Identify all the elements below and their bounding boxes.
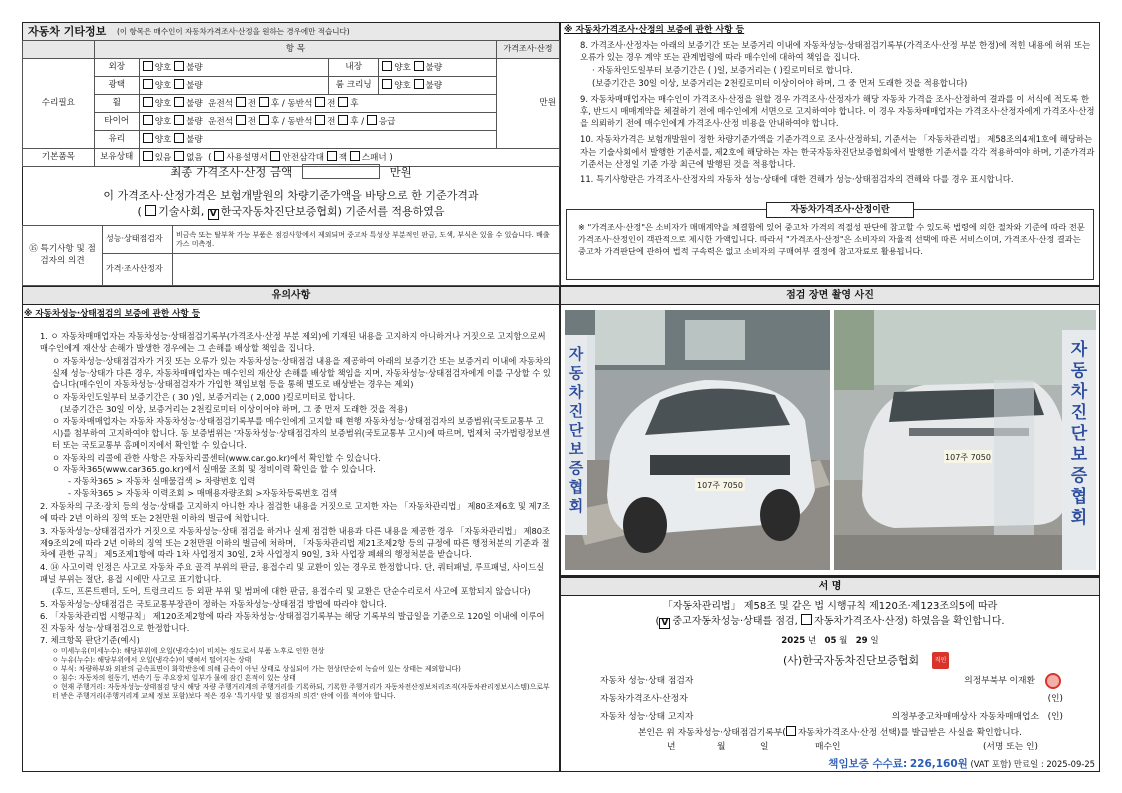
basis-line-2: ( 기술사회, V 한국자동차진단보증협회) 기준서를 적용하였음 bbox=[137, 205, 445, 219]
checkbox[interactable] bbox=[174, 79, 184, 89]
checkbox[interactable] bbox=[315, 115, 325, 125]
repair-needed-label: 수리필요 bbox=[23, 59, 95, 149]
criteria-item: ㅇ 침수: 자동차의 원동기, 변속기 등 주요장치 일부가 물에 잠긴 흔적이 있는 상태 bbox=[52, 674, 296, 683]
rear-passenger-label: 후 / 동반석 bbox=[270, 98, 313, 109]
date-year: 2025 bbox=[781, 636, 806, 646]
notes-subtitle: ※ 자동차성능·상태점검의 보증에 관한 사항 등 bbox=[24, 309, 201, 319]
inspector-value: 의정부북부 이재환 bbox=[964, 676, 1035, 686]
possession-label: 보유상태 bbox=[94, 149, 139, 167]
good-label: 양호 bbox=[154, 80, 172, 91]
front-label: 전 bbox=[247, 98, 257, 109]
rear-label: 후 bbox=[350, 98, 359, 109]
criteria-list bbox=[40, 647, 552, 701]
final-price-label: 최종 가격조사·산정 금액 bbox=[170, 165, 293, 179]
note-item: 3. 자동차성능·상태점검자가 거짓으로 자동차성능·상태 점검을 하거나 실제 점검한 내용과 다른 내용을 제공한 경우 「자동차관리법」 제80조제9조의2에 따라 2년 이하의 징역 또는 2천만원 이하의 벌금에 처하며, 「자동차관리법 제21조제2항 등의 규정에 따른 행정처분의 기준과 절차에 관한 규칙」 제5조제1항에 따라 1차 사업정지 30일, 2차 사업정지 90일, 3차 사업장 폐쇄의 행정처분을 받습니다. bbox=[40, 525, 551, 560]
checkbox[interactable] bbox=[414, 79, 424, 89]
pricer-label: 자동차가격조사·산정자 bbox=[600, 694, 688, 704]
bad-label: 불량 bbox=[186, 134, 203, 145]
checkbox[interactable] bbox=[259, 115, 269, 125]
notifier-label: 자동차 성능·상태 고지자 bbox=[600, 712, 694, 722]
bad-label: 불량 bbox=[425, 62, 443, 73]
checked-checkbox[interactable]: V bbox=[659, 618, 670, 629]
price-definition-title: 자동차가격조사·산정이란 bbox=[766, 202, 914, 218]
checkbox[interactable] bbox=[174, 151, 184, 161]
front-label: 전 bbox=[327, 116, 336, 127]
emergency-label: 응급 bbox=[378, 116, 396, 127]
basis-line-2-end: ) 기준서를 적용하였음 bbox=[337, 205, 445, 218]
year-unit: 년 bbox=[807, 636, 817, 646]
checkbox[interactable] bbox=[259, 97, 269, 107]
driver-seat-label: 운전석 bbox=[208, 116, 234, 127]
checkbox[interactable] bbox=[174, 61, 184, 71]
note-item: (후드, 프론트펜더, 도어, 트렁크리드 등 외판 부위 및 범퍼에 대한 판금, 용접수리 및 교환은 단순수리로서 사고에 포함되지 않습니다) bbox=[52, 586, 531, 597]
photo-front-scene bbox=[565, 310, 830, 570]
paren-open: ( bbox=[655, 616, 660, 627]
driver-seat-label: 운전석 bbox=[208, 98, 234, 109]
note-item: 2. 자동차의 구조·장치 등의 성능·상태를 고지하지 아니한 자나 점검한 내용을 거짓으로 고지한 자는 「자동차관리법」 제80조제6호 및 제7조에 따라 2년 이하의 징역 또는 2천만원 이하의 벌금에 처합니다. bbox=[40, 501, 550, 523]
none-label: 없음 bbox=[186, 152, 203, 163]
tire-label: 타이어 bbox=[94, 113, 139, 131]
checkbox[interactable] bbox=[236, 97, 246, 107]
bad-label: 불량 bbox=[425, 80, 443, 91]
note-item: (보증기간은 30일 이상, 보증거리는 2천킬로미터 이상이어야 하며, 그 중 먼저 도래한 것을 적용) bbox=[60, 404, 408, 415]
guarantee-item-10: 10. 자동차가격은 보험개발원이 정한 차량기준가액을 기준가격으로 조사·산정하되, 기준서는 「자동차관리법」 제58조의4제1호에 해당하는 자는 기술사회에서 발행한 기준서를, 제2호에 해당하는 자는 한국자동차진단보증협회에서 발행한 기준서를 각각 적용하여야 하며, 기준가격과 기준서는 산정일 기준 가장 최근에 발행된 것을 적용합니다. bbox=[580, 134, 1095, 169]
date-month: 05 bbox=[824, 636, 837, 646]
notes-body bbox=[40, 331, 552, 702]
wheel-label: 휠 bbox=[94, 95, 139, 113]
license-plate: 107주 7050 bbox=[945, 453, 991, 462]
note-item: ㅇ 자동차의 리콜에 관한 사항은 자동차리콜센터(www.car.go.kr)에서 확인할 수 있습니다. bbox=[52, 452, 381, 463]
note-item: - 자동차365 > 자동차 이력조회 > 매매용자량조회 >자동차등록번호 검색 bbox=[68, 488, 338, 499]
checkbox[interactable] bbox=[236, 115, 246, 125]
note-item: 6. 「자동차관리법 시행규칙」 제120조제2항에 따라 자동차성능·상태점검기록부는 해당 기록부의 발급일을 기준으로 120일 이내에 이루어진 자동차 성능·상태점검으로 한정합니다. bbox=[40, 610, 545, 633]
receipt-pre: 본인은 위 자동차성능·상태점검기록부( bbox=[638, 728, 786, 738]
note-item: 4. ⑭ 사고이력 인정은 사고로 자동차 주요 골격 부위의 판금, 용접수리 및 교환이 있는 경우로 한정합니다. 단, 쿼터패널, 루프패널, 사이드실패널 부위는 절단, 용접 시에만 사고로 표기합니다. bbox=[40, 562, 545, 585]
basis-option-1: 기술사회 bbox=[158, 205, 201, 218]
guarantee-item-8-note: (보증기간은 30일 이상, 보증거리는 2천킬로미터 이상이어야 하며, 그 중 먼저 도래한 것을 적용합니다) bbox=[592, 77, 968, 88]
front-label: 전 bbox=[327, 98, 336, 109]
buyer-year: 년 bbox=[667, 742, 676, 752]
good-label: 양호 bbox=[394, 80, 411, 91]
checkbox[interactable] bbox=[174, 115, 184, 125]
receipt-line bbox=[560, 726, 1100, 740]
good-label: 양호 bbox=[154, 134, 172, 145]
banner-text: 자동차진단보증협회 bbox=[568, 345, 584, 515]
checkbox[interactable] bbox=[786, 726, 796, 736]
buyer-day: 일 bbox=[760, 742, 769, 752]
org-seal bbox=[932, 652, 949, 669]
license-plate: 107주 7050 bbox=[697, 481, 743, 490]
fee-label: 책임보증 수수료: bbox=[828, 758, 908, 770]
checkbox[interactable] bbox=[801, 614, 812, 625]
fee-row bbox=[560, 757, 1095, 771]
price-guarantee-title: ※ 자동차가격조사·산정의 보증에 관한 사항 등 bbox=[564, 25, 745, 35]
note-item: ㅇ 자동차성능·상태점검자가 거짓 또는 오류가 있는 자동차성능·상태점검 내용을 제공하여 아래의 보증기간 또는 보증거리 이내에 자동차의 실제 성능·상태가 다른 경우, 자동차매매업자는 매수인의 재산상 손해를 배상할 책임을 지며, 자동차성능·상태점검자에게 이를 구상할 수 있습니다(매수인이 자동차성능·상태점검자가 가입한 책임보험 등을 통해 별도로 배상받는 경우는 제외) bbox=[52, 355, 552, 390]
photo-banner-left bbox=[565, 335, 587, 535]
good-label: 양호 bbox=[154, 98, 172, 109]
header-item: 항 목 bbox=[94, 41, 496, 59]
basic-items-label: 기본품목 bbox=[23, 149, 95, 167]
buyer-label: 매수인 bbox=[815, 742, 841, 752]
repair-table: 항 목 가격조사·산정 수리필요 외장 양호 불량 내장 양호 불량 만원 광택 양호 불량 룸 크리닝 양호 불량 휠 양호 불량 운전석 전 후 / 동반석 전 후 타이어 양호 불량 운전석 전 후 / 동반석 전 후 / 응급 유리 양호 불량 기본품목 보유상태 있음 없음 ( 사용설명서 안전삼각대 잭 스패너 ) bbox=[22, 40, 560, 167]
checkbox[interactable] bbox=[143, 97, 153, 107]
inspection-option: 중고자동차성능·상태를 점검, bbox=[672, 616, 798, 627]
exterior-label: 외장 bbox=[94, 59, 139, 77]
photo-banner-right bbox=[1062, 330, 1096, 570]
inspector-label: 자동차 성능·상태 점검자 bbox=[600, 676, 694, 686]
checkbox[interactable] bbox=[145, 205, 156, 216]
photos-title: 점검 장면 촬영 사진 bbox=[561, 287, 1099, 305]
price-guarantee-text bbox=[580, 39, 1095, 186]
basis-option-2: 한국자동차진단보증협회 bbox=[220, 205, 338, 218]
basis-line-1: 이 가격조사·산정가격은 보험개발원의 차량기준가액을 바탕으로 한 기준가격과 bbox=[103, 189, 479, 202]
banner-text: 자동차진단보증협회 bbox=[1070, 340, 1088, 528]
fee-value: 226,160원 bbox=[909, 758, 968, 770]
expiry-date: 만료일 : 2025-09-25 bbox=[1013, 759, 1095, 769]
note-item: 1. ㅇ 자동차매매업자는 자동차성능·상태점검기록부(가격조사·산정 부분 제외)에 기재된 내용을 고지하지 아니하거나 거짓으로 고지함으로써 매수인에게 재산상 손해가 발생한 경우에는 그 손해를 배상할 책임을 집니다. bbox=[40, 331, 546, 353]
org-name: (사)한국자동차진단보증협회 bbox=[783, 654, 920, 667]
good-label: 양호 bbox=[394, 62, 411, 73]
checkbox[interactable] bbox=[174, 133, 184, 143]
rear-passenger-label: 후 / 동반석 bbox=[270, 116, 313, 127]
inspector-opinion-text: 비금속 또는 탈부착 가능 부품은 점검사항에서 제외되며 중고차 특성상 부분적인 판금, 도색, 부식은 있을 수 있습니다. 배출가스 미측정. bbox=[173, 226, 560, 254]
bad-label: 불량 bbox=[186, 116, 203, 127]
note-item: 5. 자동차성능·상태점검은 국토교통부장관이 정하는 자동차성능·상태점검 방법에 따라야 합니다. bbox=[40, 598, 387, 609]
room-cleaning-label: 룸 크리닝 bbox=[329, 77, 379, 95]
signature-check-line bbox=[560, 614, 1100, 629]
signature-title: 서 명 bbox=[561, 577, 1099, 596]
checkbox[interactable] bbox=[143, 79, 153, 89]
signature-law-line: 「자동차관리법」 제58조 및 같은 법 시행규칙 제120조·제123조의5에 따라 bbox=[662, 601, 998, 612]
bad-label: 불량 bbox=[186, 98, 203, 109]
bad-label: 불량 bbox=[186, 62, 203, 73]
guarantee-item-8-period: · 자동차인도일부터 보증기간은 ( )일, 보증거리는 ( )킬로미터로 합니다. bbox=[592, 65, 853, 76]
checkbox[interactable] bbox=[143, 151, 153, 161]
note-item: 7. 체크항목 판단기준(예시) bbox=[40, 635, 140, 646]
criteria-item: ㅇ 현재 주행거리: 자동차성능·상태점검 당시 해당 자량 주행거리계의 주행거리를 기록하되, 기록한 주행거리가 자동차전산정보처리조직(자동차관리정보시스템)으로부터 받은 주행거리(주행거리계 교체 정보 포함)보다 적은 경우 '특기사항 및 점검자의 의견' 란에 이를 적어야 합니다. bbox=[52, 683, 550, 701]
checkbox[interactable] bbox=[327, 151, 337, 161]
seal-mark: (인) bbox=[1047, 694, 1063, 704]
checkbox[interactable] bbox=[143, 61, 153, 71]
guarantee-item-11: 11. 특기사항란은 가격조사·산정자의 자동차 성능·상태에 대한 견해가 성능·상태점검자의 견해와 다를 경우 표시합니다. bbox=[580, 173, 1014, 184]
criteria-item: ㅇ 부식: 차량하부와 외판의 금속표면이 화학반응에 의해 금속이 아닌 상태로 상실되어 가는 현상(단순히 녹슬어 있는 상태는 제외합니다) bbox=[52, 665, 461, 674]
seal-text: 직인 bbox=[934, 657, 947, 664]
final-price-unit: 만원 bbox=[389, 165, 412, 179]
day-unit: 일 bbox=[870, 636, 879, 646]
front-label: 전 bbox=[247, 116, 257, 127]
receipt-post: 자동차가격조사·산정 선택)를 발급받은 사실을 확인합니다. bbox=[797, 728, 1022, 738]
rear-label: 후 bbox=[350, 116, 359, 127]
inspection-photo-front bbox=[565, 310, 830, 570]
checkbox[interactable] bbox=[214, 151, 224, 161]
checkbox[interactable] bbox=[367, 115, 377, 125]
interior-label: 내장 bbox=[329, 59, 379, 77]
date-day: 29 bbox=[855, 636, 868, 646]
price-definition-text: ※ "가격조사·산정"은 소비자가 매매계약을 체결함에 있어 중고차 가격의 적절성 판단에 참고할 수 있도록 법령에 의한 절차와 기준에 따라 전문 가격조사·산정인이 객관적으로 제시한 가액입니다. 따라서 "가격조사·산정"은 소비자의 자율적 선택에 따른 서비스이며, 가격조사·산정 결과는 중고차 가격판단에 관하여 법적 구속력은 없고 소비자의 구매여부 결정에 참고자료로 활용됩니다. bbox=[578, 222, 1085, 256]
buyer-month: 월 bbox=[717, 742, 726, 752]
header-price: 가격조사·산정 bbox=[497, 41, 560, 59]
checkbox[interactable] bbox=[270, 151, 280, 161]
paren-open: ( bbox=[137, 205, 142, 218]
pricer-opinion-label: 가격·조사산정자 bbox=[103, 254, 173, 286]
checkbox[interactable] bbox=[338, 97, 348, 107]
guarantee-item-8: 8. 가격조사·산정자는 아래의 보증기간 또는 보증거리 이내에 자동차성능·상태점검기록부(가격조사·산정 부분 한정)에 적힌 내용에 허위 또는 오류가 있는 경우 계약 또는 관계법령에 따라 매수인에 대하여 책임을 집니다. bbox=[580, 40, 1091, 63]
checkbox[interactable] bbox=[382, 61, 392, 71]
final-price-row bbox=[22, 164, 560, 181]
checkbox[interactable] bbox=[315, 97, 325, 107]
checkbox[interactable] bbox=[143, 115, 153, 125]
inspection-photo-rear bbox=[834, 310, 1096, 570]
jack-label: 잭 bbox=[338, 152, 348, 163]
manual-label: 사용설명서 bbox=[226, 152, 268, 163]
final-price-input[interactable] bbox=[302, 164, 380, 179]
vat-note: (VAT 포함) bbox=[970, 759, 1012, 769]
extra-info-title: 자동차 기타정보 bbox=[28, 25, 107, 38]
guarantee-item-9: 9. 자동차매매업자는 매수인이 가격조사·산정을 원할 경우 가격조사·산정자가 해당 자동차 가격을 조사·산정하여 결과를 이 서식에 적도록 한 후, 반드시 매매계약을 체결하기 전에 매수인에게 서면으로 고지하여야 합니다. 이 경우 자동차매매업자는 가격조사·산정자에게 가격조사·산정을 의뢰하기 전에 매수인에게 가격조사·산정 비용을 안내하여야 합니다. bbox=[580, 93, 1095, 129]
glass-label: 유리 bbox=[94, 131, 139, 149]
checkbox[interactable] bbox=[338, 115, 348, 125]
criteria-item: ㅇ 누유(누수): 해당부위에서 오일(냉각수)이 맺혀서 떨어지는 상태 bbox=[52, 656, 252, 665]
note-item: ㅇ 자동차매매업자는 자동차 자동차성능·상태점검기록부를 매수인에게 고지할 때 현행 자동차성능·상태점검자의 보증범위(국토교통부 고시)를 첨부하여 고지하여야 합니다. 동 보증범위는 '자동차성능·상태점검자의 보증범위(국토교통부 고시)에 따르며, 법제처 국가법령정보센터 또는 국토교통부 홈페이지에서 확인할 수 있습니다. bbox=[52, 416, 550, 450]
checkbox[interactable] bbox=[382, 79, 392, 89]
checkbox[interactable] bbox=[414, 61, 424, 71]
bad-label: 불량 bbox=[186, 80, 203, 91]
have-label: 있음 bbox=[154, 152, 172, 163]
gloss-label: 광택 bbox=[94, 77, 139, 95]
seal-mark: (인) bbox=[1047, 712, 1063, 722]
note-item: - 자동차365 > 자동차 실매물검색 > 차량번호 입력 bbox=[68, 476, 256, 487]
extra-info-header bbox=[23, 23, 559, 41]
month-unit: 월 bbox=[839, 636, 848, 646]
checkbox[interactable] bbox=[143, 133, 153, 143]
inspector-seal bbox=[1045, 673, 1061, 689]
checked-checkbox[interactable]: V bbox=[208, 209, 219, 220]
inspector-opinion-label: 성능·상태점검자 bbox=[103, 226, 173, 254]
good-label: 양호 bbox=[154, 116, 172, 127]
criteria-item: ㅇ 미세누유(미세누수): 해당부위에 오일(냉각수)이 비치는 정도로서 부품 노후로 인한 현상 bbox=[52, 647, 325, 656]
good-label: 양호 bbox=[154, 62, 172, 73]
checkbox[interactable] bbox=[350, 151, 360, 161]
special-notes-label: ⑮ 특기사항 및 점검자의 의견 bbox=[23, 226, 103, 286]
photo-rear-scene bbox=[834, 310, 1096, 570]
checkbox[interactable] bbox=[174, 97, 184, 107]
notes-title: 유의사항 bbox=[23, 287, 559, 305]
price-unit: 만원 bbox=[497, 59, 560, 149]
spanner-label: 스패너 ) bbox=[361, 152, 393, 163]
notifier-value: 의정부중고차매매상사 자동차매매업소 bbox=[891, 712, 1039, 722]
pricing-option: 자동차가격조사·산정) 하였음을 확인합니다. bbox=[814, 616, 1005, 627]
buyer-row bbox=[560, 742, 1100, 756]
note-item: ㅇ 자동차인도일부터 보증기간은 ( 30 )일, 보증거리는 ( 2,000 )킬로미터로 합니다. bbox=[52, 392, 356, 403]
extra-info-subtitle: (이 항목은 매수인이 자동차가격조사·산정을 원하는 경우에만 적습니다) bbox=[117, 27, 350, 36]
note-item: ㅇ 자동차365(www.car365.go.kr)에서 실매물 조회 및 정비이력 확인을 할 수 있습니다. bbox=[52, 464, 376, 475]
signature-date bbox=[560, 636, 1100, 648]
special-notes-table bbox=[22, 225, 560, 286]
buyer-sign: (서명 또는 인) bbox=[983, 742, 1038, 752]
triangle-label: 안전삼각대 bbox=[282, 152, 324, 163]
pricer-opinion-text[interactable] bbox=[173, 254, 560, 286]
